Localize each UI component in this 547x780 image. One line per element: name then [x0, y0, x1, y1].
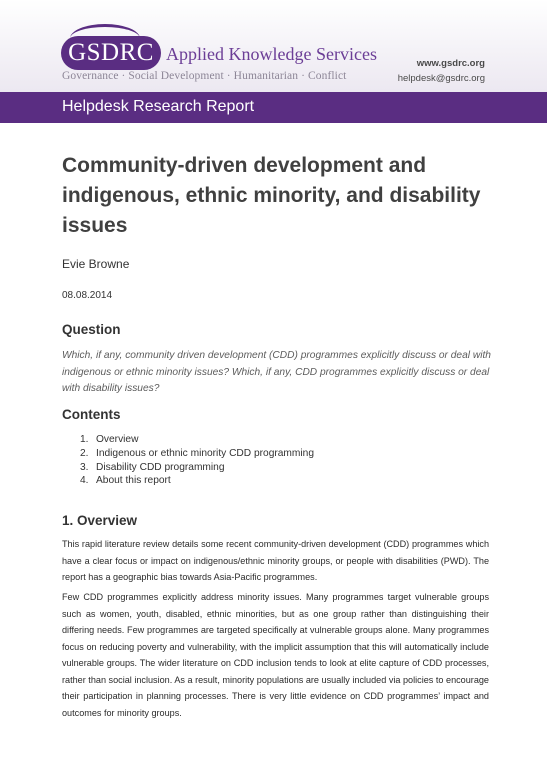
website-link[interactable]: www.gsdrc.org: [416, 58, 485, 69]
author: Evie Browne: [62, 257, 130, 271]
question-heading: Question: [62, 322, 121, 337]
document-title: Community-driven development and indigenous, ethnic minority, and disability issues: [62, 154, 481, 237]
gsdrc-logo: [61, 36, 161, 70]
contents-item-number: 1.: [80, 434, 89, 445]
contents-item-disability[interactable]: [80, 461, 314, 475]
contents-item-label: Indigenous or ethnic minority CDD programming: [96, 447, 314, 459]
logo-text: GSDRC: [68, 39, 154, 66]
tagline: Governance · Social Development · Humanitarian · Conflict: [62, 70, 347, 82]
overview-heading: 1. Overview: [62, 513, 138, 528]
contents-item-indigenous[interactable]: [80, 447, 314, 461]
contents-item-number: 4.: [80, 475, 89, 487]
contents-heading: Contents: [62, 407, 121, 422]
question-text: Which, if any, community driven development (CDD) programmes explicitly discuss or deal with indigenous or ethnic minority issues? Which, if any, CDD programmes explicitly discuss or deal with disability issues?: [62, 350, 491, 394]
service-name: Applied Knowledge Services: [166, 44, 377, 64]
contents-item-label: Overview: [96, 434, 139, 445]
overview-paragraph-1: This rapid literature review details some recent community-driven development (CDD) programmes which have a clear focus or impact on indigenous/ethnic minority groups, or people with disabilities (PWD). The report has a geographic bias towards Asia-Pacific programmes.: [62, 539, 489, 582]
email-link[interactable]: helpdesk@gsdrc.org: [397, 73, 485, 84]
overview-paragraph-2: Few CDD programmes explicitly address minority issues. Many programmes target vulnerable groups such as women, youth, disabled, ethnic minorities, but as one group rather than distinguishing their differing needs. Few programmes are targeted specifically at vulnerable groups alone. Many programmes focus on reducing poverty and vulnerability, with the implicit assumption that this will automatically include vulnerable groups. The wider literature on CDD inclusion tends to look at elite capture of CDD processes, rather than social inclusion. As a result, minority populations are usually included via policies to encourage their participation in planning processes. There is very little evidence on CDD programmes’ impact and outcomes for minority groups.: [62, 592, 489, 718]
contents-list: [80, 433, 314, 488]
contents-item-label: Disability CDD programming: [96, 461, 225, 473]
contents-item-about[interactable]: [80, 474, 314, 488]
contents-item-overview[interactable]: [80, 433, 314, 447]
contents-item-label: About this report: [96, 475, 171, 487]
date: 08.08.2014: [62, 290, 113, 301]
banner-text: Helpdesk Research Report: [62, 98, 255, 115]
contents-item-number: 3.: [80, 461, 89, 473]
contents-item-number: 2.: [80, 447, 89, 459]
